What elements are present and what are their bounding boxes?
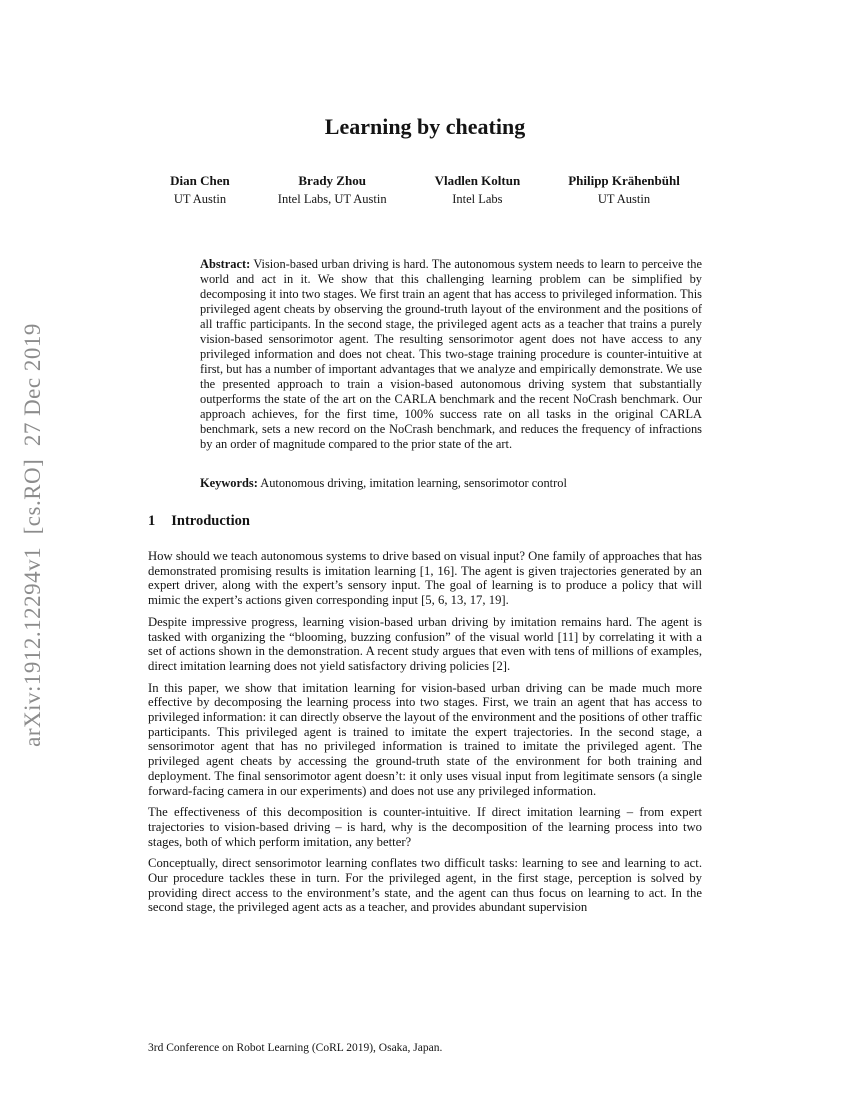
author-block bbox=[0, 173, 850, 207]
author-name: Philipp Krähenbühl bbox=[568, 173, 680, 188]
section-number: 1 bbox=[148, 513, 156, 529]
author-dian-chen bbox=[170, 173, 230, 207]
author-affiliation: UT Austin bbox=[173, 192, 227, 206]
author-name: Vladlen Koltun bbox=[434, 173, 521, 188]
author-name: Dian Chen bbox=[170, 173, 230, 188]
author-affiliation: Intel Labs bbox=[452, 192, 503, 206]
author-philipp-krahenbuhl bbox=[568, 173, 680, 207]
author-brady-zhou bbox=[278, 173, 387, 207]
author-affiliation: UT Austin bbox=[597, 192, 651, 206]
author-vladlen-koltun bbox=[435, 173, 521, 207]
intro-paragraph-3: In this paper, we show that imitation learning for vision-based urban driving can be made much more effective by decomposing the learning process into two stages. First, we train an agent that has access to privileged information: it can directly observe the layout of the environment and the positions of other traffic participants. This privileged agent is trained to imitate the expert trajectories. In the second stage, a sensorimotor agent that has no privileged information is trained to imitate the privileged agent. The privileged agent cheats by accessing the ground-truth state of the environment for both training and deployment. The final sensorimotor agent doesn’t: it only uses visual input from legitimate sensors (a single forward-facing camera in our experiments) and does not use any privileged information. bbox=[148, 680, 702, 798]
section-title: Introduction bbox=[171, 513, 250, 529]
author-affiliation: Intel Labs, UT Austin bbox=[277, 192, 387, 206]
keywords bbox=[200, 476, 702, 491]
intro-paragraph-5: Conceptually, direct sensorimotor learning conflates two difficult tasks: learning to see and learning to act. Our procedure tackles these in turn. For the privileged agent, in the first stage, perception is solved by providing direct access to the environment’s state, and the agent can thus focus on learning to act. In the second stage, the privileged agent acts as a teacher, and provides abundant supervision bbox=[148, 856, 702, 915]
keywords-text: Autonomous driving, imitation learning, sensorimotor control bbox=[260, 476, 567, 490]
section-heading-introduction bbox=[148, 513, 702, 530]
abstract-label: Abstract: bbox=[200, 257, 251, 271]
paper-title: Learning by cheating bbox=[324, 114, 526, 139]
intro-paragraph-2: Despite impressive progress, learning vision-based urban driving by imitation remains hard. The agent is tasked with organizing the “blooming, buzzing confusion” of the visual world [11] by correlating it with a set of actions shown in the demonstration. A recent study argues that even with tens of millions of examples, direct imitation learning does not yield satisfactory driving policies [2]. bbox=[148, 614, 702, 673]
intro-paragraph-4: The effectiveness of this decomposition is counter-intuitive. If direct imitation learning – from expert trajectories to vision-based driving – is hard, why is the decomposition of the learning process into two stages, both of which perform imitation, any better? bbox=[148, 805, 702, 849]
arxiv-watermark: arXiv:1912.12294v1 [cs.RO] 27 Dec 2019 bbox=[20, 323, 45, 747]
keywords-label: Keywords: bbox=[200, 476, 258, 490]
footer-note: 3rd Conference on Robot Learning (CoRL 2019), Osaka, Japan. bbox=[148, 1042, 443, 1054]
introduction-body bbox=[148, 549, 702, 915]
abstract bbox=[200, 257, 702, 452]
intro-paragraph-1: How should we teach autonomous systems to drive based on visual input? One family of approaches that has demonstrated promising results is imitation learning [1, 16]. The agent is given trajectories generated by an expert driver, along with the expert’s sensory input. The goal of learning is to produce a policy that will mimic the expert’s actions given corresponding input [5, 6, 13, 17, 19]. bbox=[148, 549, 702, 608]
author-name: Brady Zhou bbox=[298, 173, 366, 188]
abstract-text: Vision-based urban driving is hard. The autonomous system needs to learn to perceive the world and act in it. We show that this challenging learning problem can be simplified by decomposing it into two stages. We first train an agent that has access to privileged information. This privileged agent cheats by observing the ground-truth layout of the environment and the positions of all traffic participants. In the second stage, the privileged agent acts as a teacher that trains a purely vision-based sensorimotor agent. The resulting sensorimotor agent does not have access to any privileged information and does not cheat. This two-stage training procedure is counter-intuitive at first, but has a number of important advantages that we analyze and empirically demonstrate. We use the presented approach to train a vision-based autonomous driving system that substantially outperforms the state of the art on the CARLA benchmark and the recent NoCrash benchmark. Our approach achieves, for the first time, 100% success rate on all tasks in the original CARLA benchmark, sets a new record on the NoCrash benchmark, and reduces the frequency of infractions by an order of magnitude compared to the prior state of the art. bbox=[200, 257, 703, 451]
